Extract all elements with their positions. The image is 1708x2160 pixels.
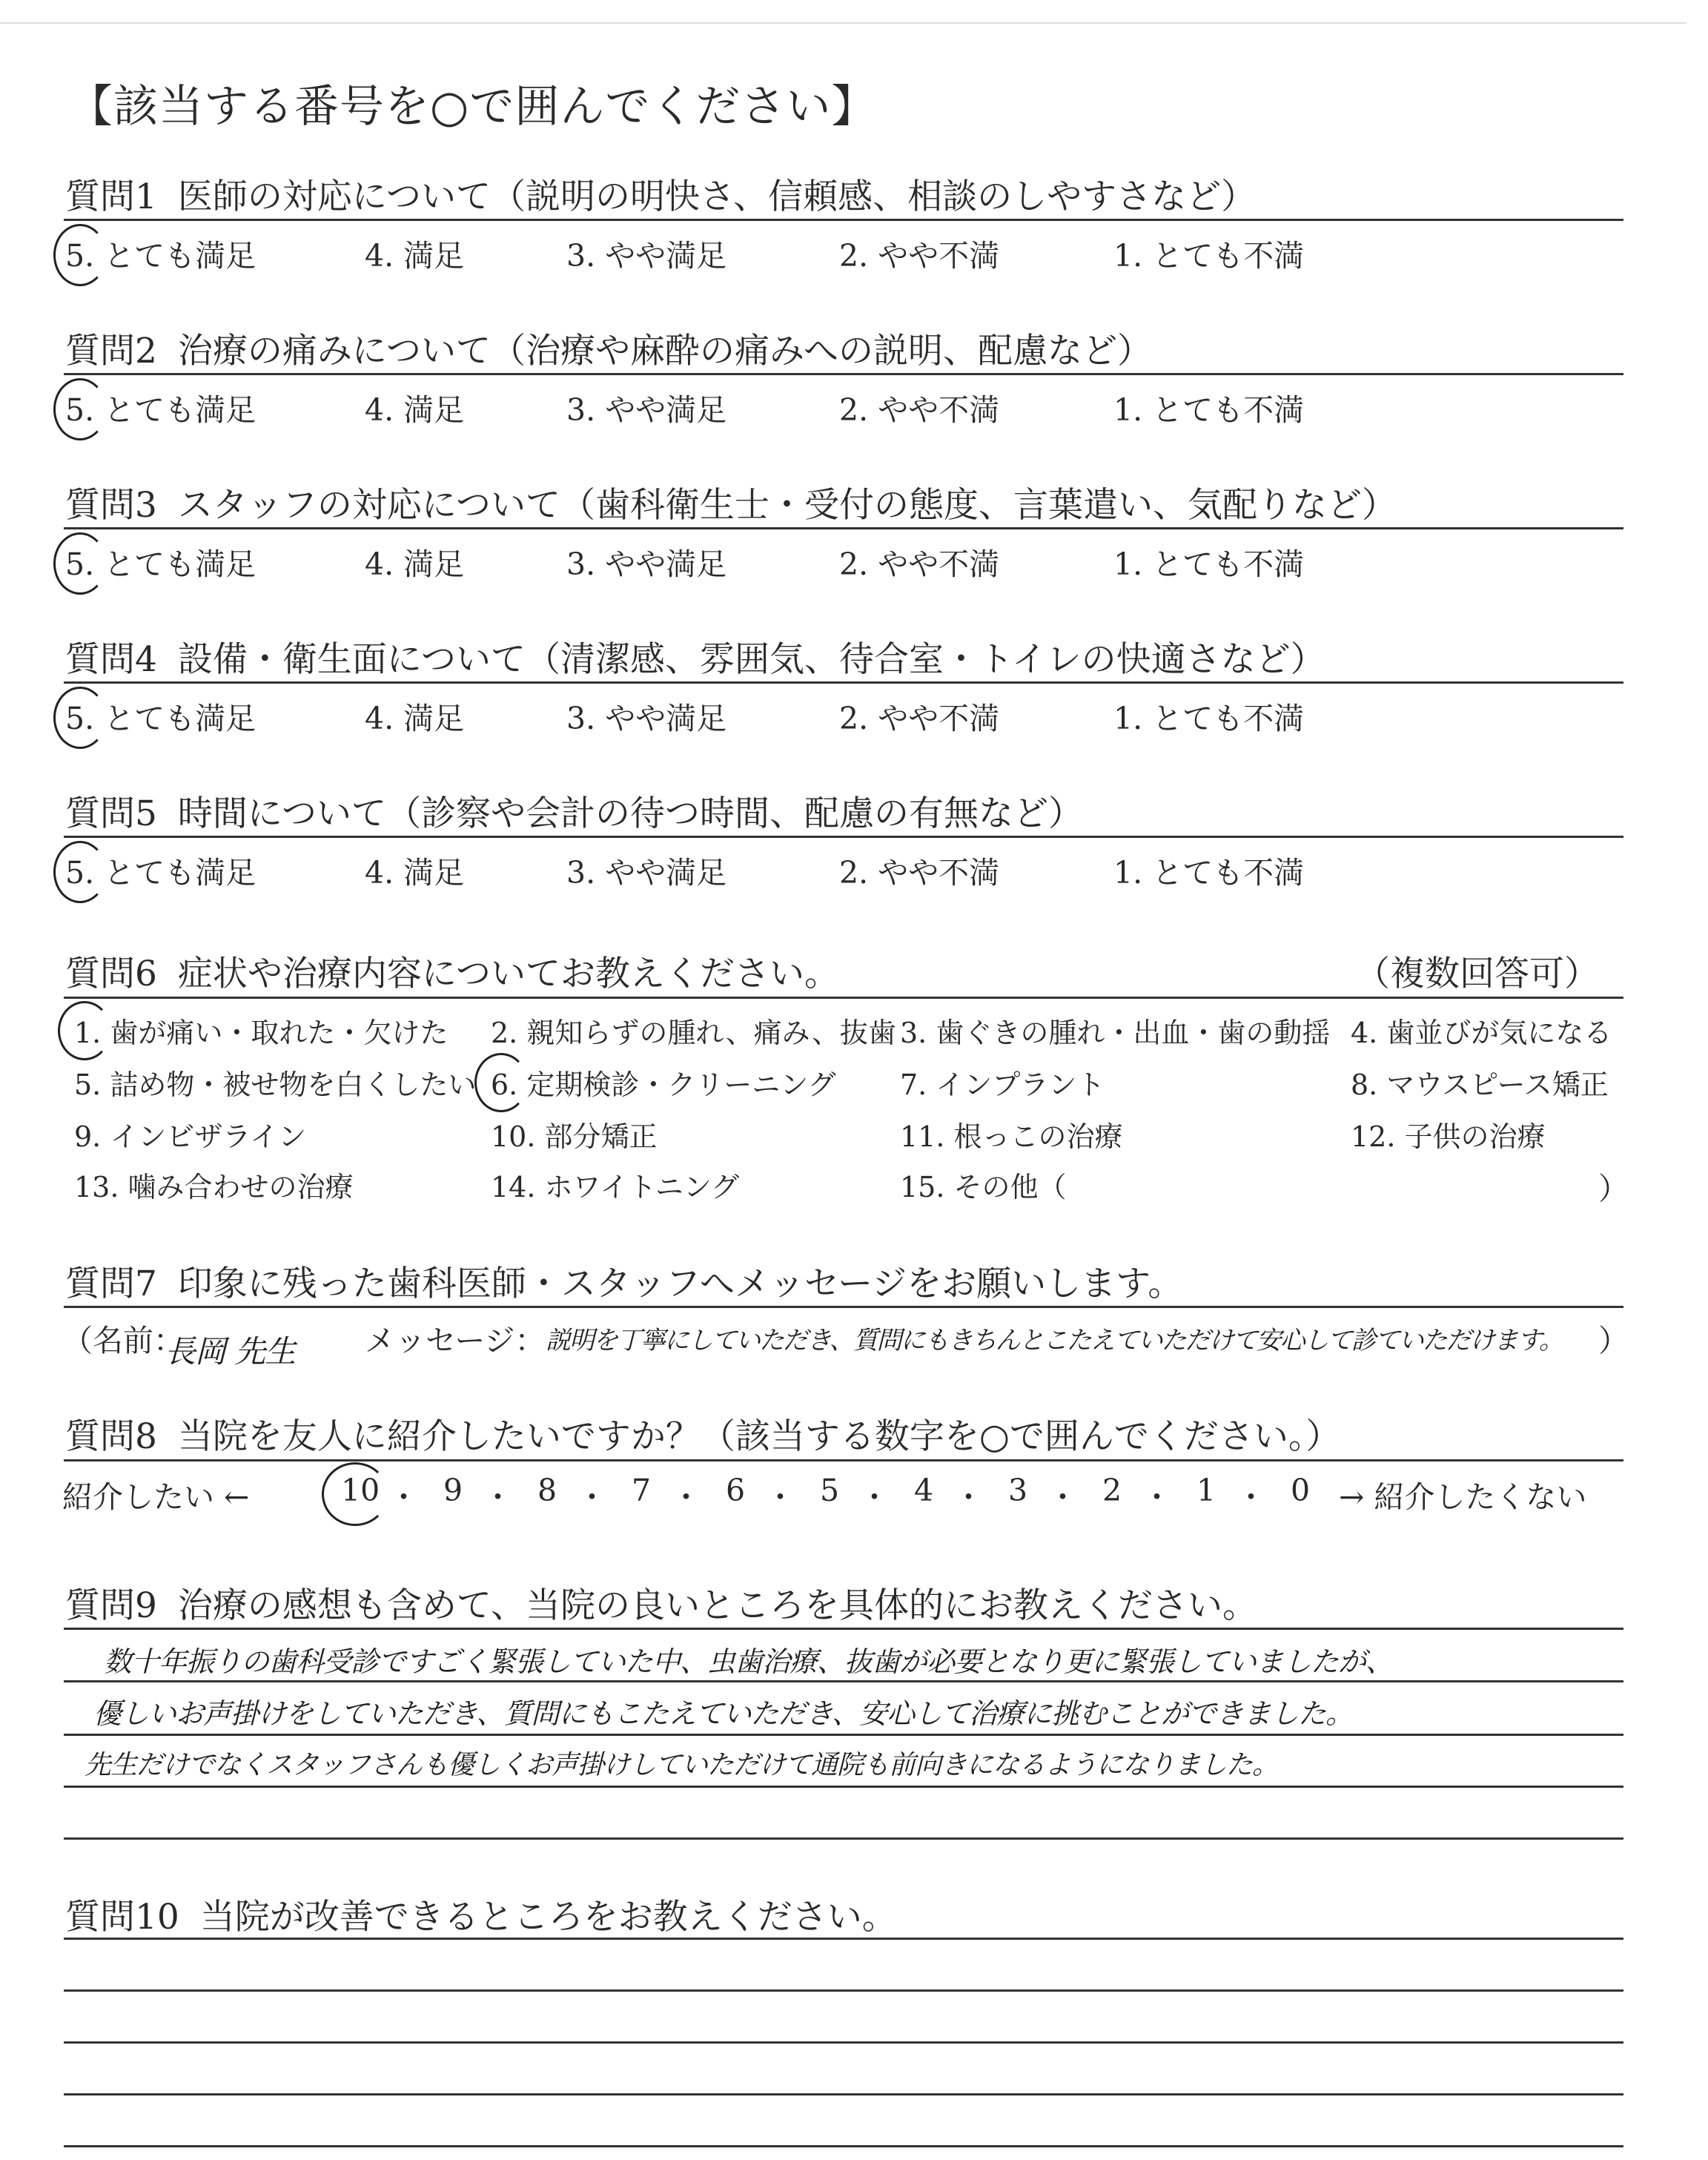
q7-rule [64,1306,1623,1308]
q4-label: 質問4 [65,639,157,680]
q5-option-satisfied[interactable]: 4. 満足 [365,855,465,891]
q2-selected-circle-mark [53,378,107,440]
q5-option-very-dissatisfied[interactable]: 1. とても不満 [1113,855,1305,891]
q4-rule [64,681,1623,684]
q6-selected-circle-mark-2 [474,1053,528,1112]
q2-rule [64,373,1623,375]
q8-scale-value-4[interactable]: 4 [913,1473,934,1508]
q8-left-label: 紹介したい ← [62,1479,250,1515]
q5-label: 質問5 [65,793,157,834]
q10-rule-5 [64,2145,1623,2147]
q8-scale-value-0[interactable]: 0 [1290,1473,1311,1508]
q6-other-close-paren: ） [1598,1171,1629,1206]
q6-option-whiten-fillings-crowns[interactable]: 5. 詰め物・被せ物を白くしたい [74,1069,477,1101]
q9-text: 治療の感想も含めて、当院の良いところを具体的にお教えください。 [177,1585,1257,1626]
q2-heading [65,323,1152,373]
q7-name-handwritten: 長岡 先生 [165,1333,296,1370]
q4-heading [65,632,1325,681]
q9-label: 質問9 [65,1585,157,1626]
q8-scale-value-9[interactable]: 9 [443,1473,463,1508]
q8-scale-separator-dot: ・ [1142,1479,1172,1515]
q3-option-very-dissatisfied[interactable]: 1. とても不満 [1113,546,1305,582]
q8-right-label: → 紹介したくない [1339,1479,1587,1515]
q1-heading [65,169,1256,219]
q8-scale-separator-dot: ・ [388,1479,419,1515]
q7-text: 印象に残った歯科医師・スタッフへメッセージをお願いします。 [177,1264,1183,1304]
q6-option-wisdom-tooth[interactable]: 2. 親知らずの腫れ、痛み、抜歯 [491,1017,896,1049]
q2-label: 質問2 [65,331,157,371]
q7-message-handwritten: 説明を丁寧にしていただき、質問にもきちんとこたえていただけて安心して診ていただけます。 [546,1326,1563,1355]
q8-scale-value-7[interactable]: 7 [631,1473,652,1508]
q8-scale-separator-dot: ・ [483,1479,513,1515]
q2-text: 治療の痛みについて（治療や麻酔の痛みへの説明、配慮など） [177,331,1153,371]
q6-option-toothache-broken-chipped[interactable]: 1. 歯が痛い・取れた・欠けた [74,1017,448,1049]
q6-option-mouthpiece-orthodontics[interactable]: 8. マウスピース矯正 [1351,1069,1609,1101]
q9-heading [65,1578,1257,1628]
q6-option-root-canal[interactable]: 11. 根っこの治療 [900,1120,1123,1153]
q3-option-very-satisfied[interactable]: 5. とても満足 [65,546,256,582]
q9-answer-line-2: 優しいお声掛けをしていただき、質問にもこたえていただき、安心して治療に挑むことができました。 [93,1697,1353,1730]
q8-scale-value-3[interactable]: 3 [1007,1473,1028,1508]
q7-heading [65,1256,1182,1306]
q8-scale-value-6[interactable]: 6 [725,1473,746,1508]
q5-rule [64,836,1623,838]
q4-text: 設備・衛生面について（清潔感、雰囲気、待合室・トイレの快適さなど） [177,639,1325,680]
q8-scale-separator-dot: ・ [953,1479,984,1515]
q8-scale-value-8[interactable]: 8 [537,1473,557,1508]
q3-selected-circle-mark [53,532,107,595]
q1-selected-circle-mark [53,224,107,286]
q3-text: スタッフの対応について（歯科衛生士・受付の態度、言葉遣い、気配りなど） [177,485,1397,526]
q8-scale-value-1[interactable]: 1 [1196,1473,1217,1508]
q9-rule-4 [64,1786,1623,1788]
q6-option-whitening[interactable]: 14. ホワイトニング [491,1171,740,1203]
q6-option-child-treatment[interactable]: 12. 子供の治療 [1351,1120,1546,1153]
q6-selected-circle-mark-1 [58,1001,111,1060]
q5-text: 時間について（診察や会計の待つ時間、配慮の有無など） [177,793,1083,834]
q8-scale-value-5[interactable]: 5 [819,1473,840,1508]
q10-label: 質問10 [65,1897,179,1938]
q10-heading [65,1889,897,1939]
q6-label: 質問6 [65,954,157,994]
q4-option-very-satisfied[interactable]: 5. とても満足 [65,701,256,736]
q3-heading [65,478,1397,527]
q1-rule [64,219,1623,221]
q4-option-very-dissatisfied[interactable]: 1. とても不満 [1113,701,1305,736]
q3-label: 質問3 [65,485,157,526]
q8-scale-value-10[interactable]: 10 [341,1473,380,1508]
q4-option-somewhat-satisfied[interactable]: 3. やや満足 [566,701,727,736]
q8-heading [65,1409,1340,1459]
q2-option-very-dissatisfied[interactable]: 1. とても不満 [1113,392,1305,428]
q8-label: 質問8 [65,1416,157,1457]
q8-rule [64,1459,1623,1462]
q8-scale-separator-dot: ・ [1047,1479,1078,1515]
q6-option-invisalign[interactable]: 9. インビザライン [74,1120,307,1153]
q9-rule-3 [64,1734,1623,1736]
q4-option-satisfied[interactable]: 4. 満足 [365,701,465,736]
q10-rule-2 [64,1989,1623,1992]
q7-close-paren: ） [1598,1323,1629,1358]
q8-text: 当院を友人に紹介したいですか？（該当する数字を○で囲んでください。） [177,1416,1341,1457]
q4-option-somewhat-dissatisfied[interactable]: 2. やや不満 [839,701,1000,736]
q7-label: 質問7 [65,1264,157,1304]
q3-option-somewhat-satisfied[interactable]: 3. やや満足 [566,546,727,582]
q2-option-somewhat-satisfied[interactable]: 3. やや満足 [566,392,727,428]
q5-option-somewhat-dissatisfied[interactable]: 2. やや不満 [839,855,1000,891]
q5-option-somewhat-satisfied[interactable]: 3. やや満足 [566,855,727,891]
q6-option-bite-treatment[interactable]: 13. 噛み合わせの治療 [74,1171,354,1203]
q6-rule [64,997,1623,999]
q3-option-satisfied[interactable]: 4. 満足 [365,546,465,582]
q6-option-implant[interactable]: 7. インプラント [900,1069,1105,1101]
q6-option-other[interactable]: 15. その他（ [900,1171,1067,1203]
page-top-border [0,22,1687,24]
q5-option-very-satisfied[interactable]: 5. とても満足 [65,855,256,891]
q1-option-very-dissatisfied[interactable]: 1. とても不満 [1113,238,1305,274]
q5-heading [65,786,1083,836]
q1-option-somewhat-dissatisfied[interactable]: 2. やや不満 [839,238,1000,274]
q1-option-very-satisfied[interactable]: 5. とても満足 [65,238,256,274]
q7-name-label: （名前： [62,1323,184,1358]
q10-rule-1 [64,1938,1623,1940]
q10-rule-3 [64,2041,1623,2044]
q5-selected-circle-mark [53,841,107,903]
q3-option-somewhat-dissatisfied[interactable]: 2. やや不満 [839,546,1000,582]
q9-rule-1 [64,1628,1623,1630]
q7-message-label: メッセージ： [365,1323,546,1358]
q1-text: 医師の対応について（説明の明快さ、信頼感、相談のしやすさなど） [177,176,1257,217]
q8-scale-separator-dot: ・ [671,1479,701,1515]
q8-scale-separator-dot: ・ [859,1479,890,1515]
q9-answer-line-1: 数十年振りの歯科受診ですごく緊張していた中、虫歯治療、抜歯が必要となり更に緊張していましたが、 [104,1645,1394,1678]
q2-option-somewhat-dissatisfied[interactable]: 2. やや不満 [839,392,1000,428]
q2-option-very-satisfied[interactable]: 5. とても満足 [65,392,256,428]
q9-rule-5 [64,1837,1623,1840]
q6-option-checkup-cleaning[interactable]: 6. 定期検診・クリーニング [491,1069,836,1101]
q8-selected-circle-mark [322,1462,388,1526]
q8-scale-separator-dot: ・ [577,1479,607,1515]
q10-rule-4 [64,2093,1623,2095]
q1-option-satisfied[interactable]: 4. 満足 [365,238,465,274]
q1-option-somewhat-satisfied[interactable]: 3. やや満足 [566,238,727,274]
q8-scale-separator-dot: ・ [765,1479,795,1515]
q10-text: 当院が改善できるところをお教えください。 [199,1897,897,1938]
q2-option-satisfied[interactable]: 4. 満足 [365,392,465,428]
q9-rule-2 [64,1680,1623,1682]
q4-selected-circle-mark [53,687,107,749]
q8-scale-separator-dot: ・ [1236,1479,1266,1515]
q6-option-gum-swelling-bleeding[interactable]: 3. 歯ぐきの腫れ・出血・歯の動揺 [900,1017,1331,1049]
q6-heading [65,946,839,996]
q6-multiple-answer-note: （複数回答可） [1355,954,1599,994]
q3-rule [64,527,1623,529]
q1-label: 質問1 [65,176,157,217]
q8-scale-value-2[interactable]: 2 [1102,1473,1122,1508]
q6-text: 症状や治療内容についてお教えください。 [177,954,839,994]
q6-option-partial-orthodontics[interactable]: 10. 部分矯正 [491,1120,658,1153]
q9-answer-line-3: 先生だけでなくスタッフさんも優しくお声掛けしていただけて通院も前向きになるようになりました。 [85,1750,1279,1780]
form-instruction-title: 【該当する番号を○で囲んでください】 [68,81,877,133]
q6-option-alignment-concern[interactable]: 4. 歯並びが気になる [1351,1017,1612,1049]
